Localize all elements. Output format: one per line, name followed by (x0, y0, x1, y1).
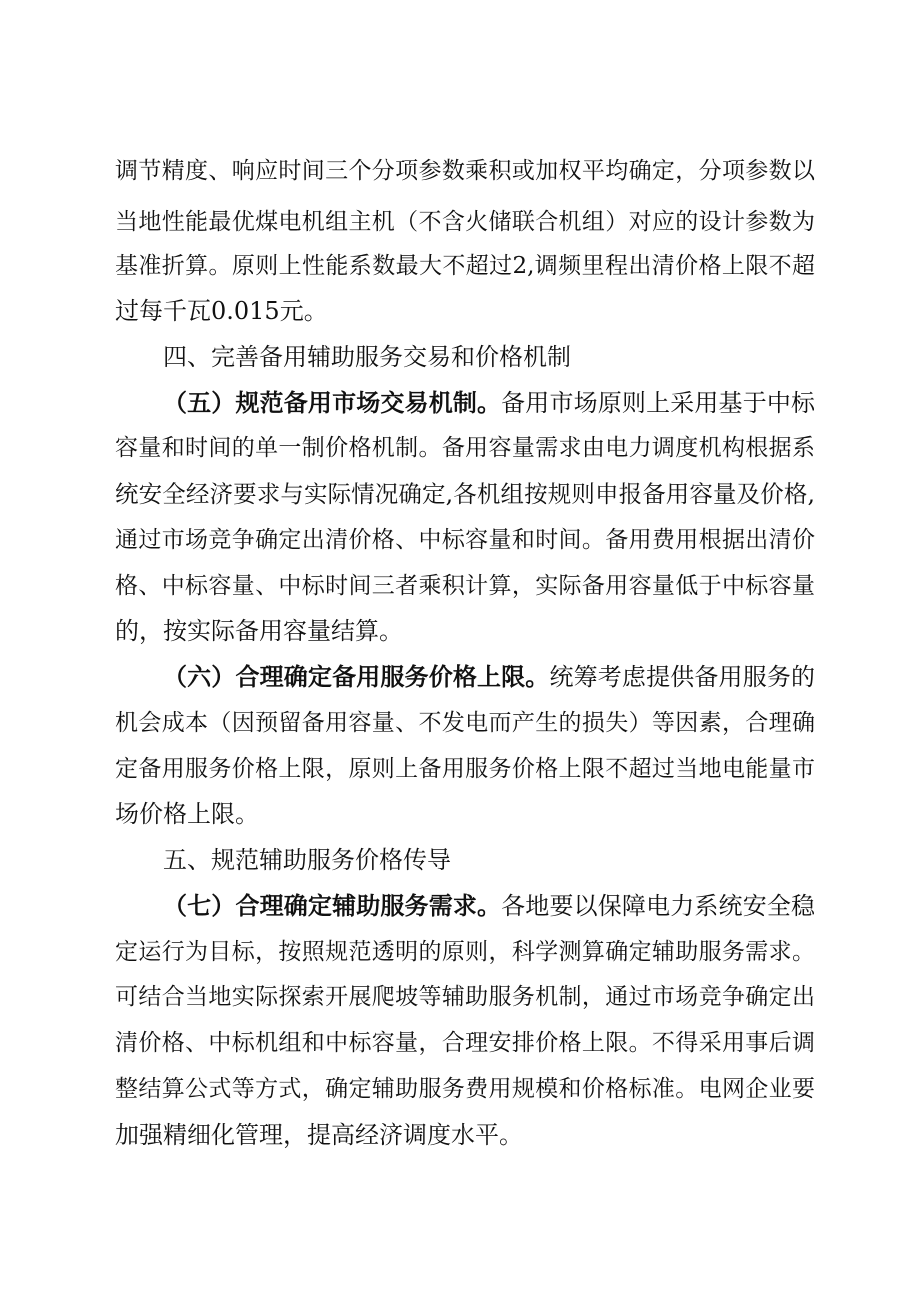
paragraph-line: 格、中标容量、中标时间三者乘积计算，实际备用容量低于中标容量 (115, 573, 815, 599)
item-6-first-line (163, 657, 815, 697)
item-7-text: 各地要以保障电力系统安全稳 (501, 892, 815, 920)
item-7-first-line (163, 886, 815, 926)
paragraph-line: 统安全经济要求与实际情况确定,各机组按规则申报备用容量及价格, (115, 480, 815, 508)
paragraph-line: 通过市场竞争确定出清价格、中标容量和时间。备用费用根据出清价 (115, 527, 815, 553)
paragraph-line: 定备用服务价格上限，原则上备用服务价格上限不超过当地电能量市 (115, 756, 815, 782)
item-7-lead: （七）合理确定辅助服务需求。 (163, 891, 502, 920)
paragraph-line: 定运行为目标，按照规范透明的原则，科学测算确定辅助服务需求。 (115, 939, 815, 965)
section-heading-4: 四、完善备用辅助服务交易和价格机制 (163, 343, 571, 371)
paragraph-line: 清价格、中标机组和中标容量，合理安排价格上限。不得采用事后调 (115, 1030, 815, 1056)
paragraph-line: 过每千瓦0.015元。 (115, 297, 328, 325)
paragraph-line: 当地性能最优煤电机组主机（不含火储联合机组）对应的设计参数为 (115, 209, 815, 235)
item-5-text: 备用市场原则上采用基于中标 (501, 389, 815, 417)
paragraph-line: 基准折算。原则上性能系数最大不超过2,调频里程出清价格上限不超 (115, 253, 815, 279)
paragraph-line: 整结算公式等方式，确定辅助服务费用规模和价格标准。电网企业要 (115, 1076, 815, 1102)
item-5-first-line (163, 383, 815, 423)
paragraph-line: 加强精细化管理，提高经济调度水平。 (115, 1121, 523, 1149)
paragraph-line: 机会成本（因预留备用容量、不发电而产生的损失）等因素，合理确 (115, 710, 815, 736)
paragraph-line: 场价格上限。 (115, 800, 259, 828)
item-5-lead: （五）规范备用市场交易机制。 (163, 388, 502, 417)
paragraph-line: 的，按实际备用容量结算。 (115, 617, 403, 645)
item-6-text: 统筹考虑提供备用服务的 (549, 663, 815, 691)
item-6-lead: （六）合理确定备用服务价格上限。 (163, 662, 550, 691)
paragraph-line: 调节精度、响应时间三个分项参数乘积或加权平均确定，分项参数以 (115, 158, 815, 184)
section-heading-5: 五、规范辅助服务价格传导 (163, 846, 451, 874)
paragraph-line: 容量和时间的单一制价格机制。备用容量需求由电力调度机构根据系 (115, 435, 815, 461)
paragraph-line: 可结合当地实际探索开展爬坡等辅助服务机制，通过市场竞争确定出 (115, 984, 815, 1010)
